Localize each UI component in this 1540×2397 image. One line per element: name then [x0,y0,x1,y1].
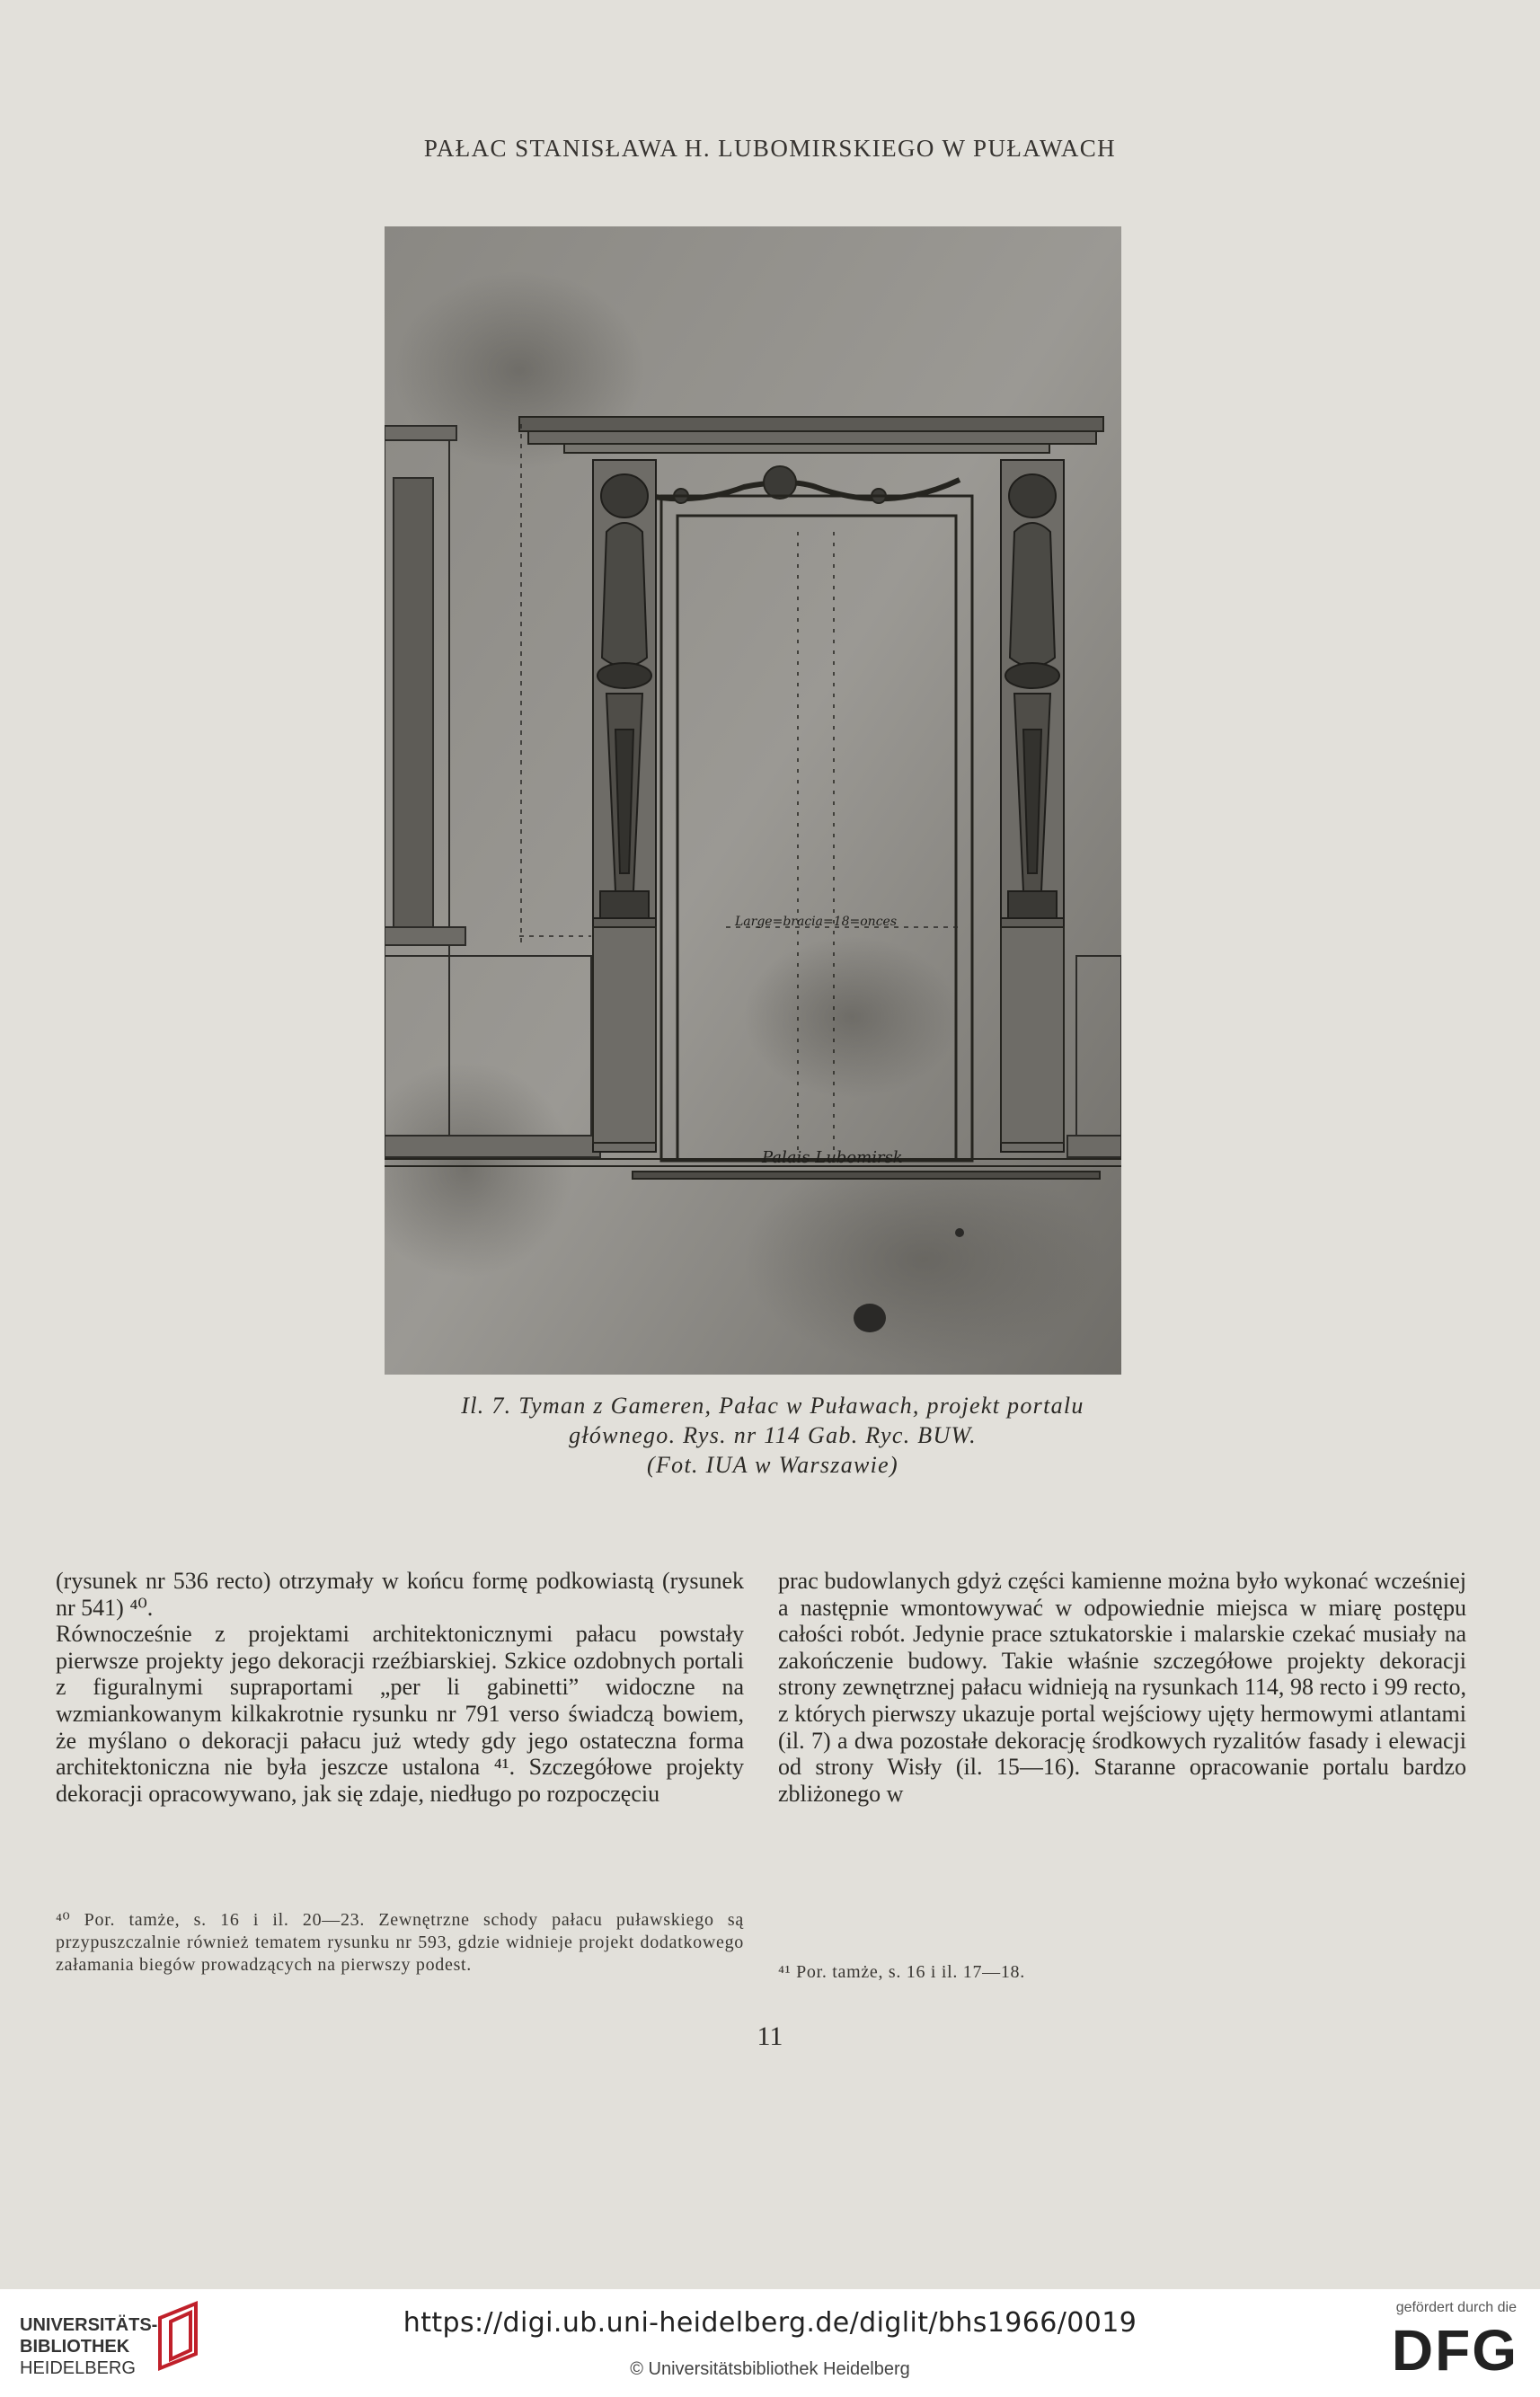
portal-drawing [385,226,1121,1375]
left-paragraph-1: (rysunek nr 536 recto) otrzymały w końcu formę podkowiastą (rysunek nr 541) ⁴⁰. [56,1568,744,1621]
permalink-url[interactable]: https://digi.ub.uni-heidelberg.de/diglit/bhs1966/0019 [403,2307,1137,2339]
footnote-40: ⁴⁰ Por. tamże, s. 16 i il. 20—23. Zewnętrzne schody pałacu puławskiego są przypuszczalnie również tematem rysunku nr 593, gdzie widnieje projekt dodatkowego załamania biegów prowadzących na pierwszy podest. [56,1910,744,1975]
page-number: 11 [757,2021,783,2051]
caption-line-3: (Fot. IUA w Warszawie) [647,1452,898,1478]
copyright-notice: © Universitätsbibliothek Heidelberg [630,2359,910,2379]
library-line-3: HEIDELBERG [20,2358,136,2378]
measure-inscription: Large=bracia=18=onces [735,915,898,929]
library-line-1: UNIVERSITÄTS- [20,2315,158,2335]
left-atlas-herm [593,460,656,1152]
right-paragraph-1: prac budowlanych gdyż części kamienne można było wykonać wcześniej a następnie wmontowywać w odpowiednie miejsca w miarę postępu całości robót. Jedynie prace sztukatorskie i malarskie czekać musiały na zakończenie budowy. Takie właśnie szczegółowe projekty dekoracji strony zewnętrznej pałacu widnieją na rysunkach 114, 98 recto i 99 recto, z których pierwszy ukazuje portal wejściowy ujęty hermowymi atlantami (il. 7) a dwa pozostałe dekorację środkowych ryzalitów fasady i elewacji od strony Wisły (il. 15—16). Staranne opracowanie portalu bardzo zbliżonego w [778,1568,1466,1807]
portal-drawing-figure [385,226,1121,1375]
footnote-41: ⁴¹ Por. tamże, s. 16 i il. 17—18. [778,1962,1025,1982]
dfg-logo: DFG [1391,2318,1518,2383]
body-column-left [56,1568,744,1807]
caption-line-1: Il. 7. Tyman z Gameren, Pałac w Puławach, projekt portalu [461,1393,1084,1419]
signature-inscription: Palais Lubomirsk [762,1148,903,1167]
caption-line-2: głównego. Rys. nr 114 Gab. Ryc. BUW. [569,1422,977,1448]
running-head: PAŁAC STANISŁAWA H. LUBOMIRSKIEGO W PUŁAWACH [423,135,1117,162]
left-paragraph-2: Równocześnie z projektami architektonicznymi pałacu powstały pierwsze projekty jego dekoracji rzeźbiarskiej. Szkice ozdobnych portali z figuralnymi supraportami „per li gabinetti” widoczne na wzmiankowanym kilkakrotnie rysunku nr 791 verso świadczą bowiem, że myślano o dekoracji pałacu już wtedy gdy jego ostateczna forma architektoniczna nie była jeszcze ustalona ⁴¹. Szczegółowe projekty dekoracji opracowywano, jak się zdaje, niedługo po rozpoczęciu [56,1621,744,1807]
funder-note: gefördert durch die [1395,2300,1517,2315]
footer-bar [0,2289,1540,2397]
figure-caption [296,1391,1249,1480]
body-column-right [778,1568,1466,1807]
right-atlas-herm [1001,460,1064,1152]
library-line-2: BIBLIOTHEK [20,2337,130,2357]
